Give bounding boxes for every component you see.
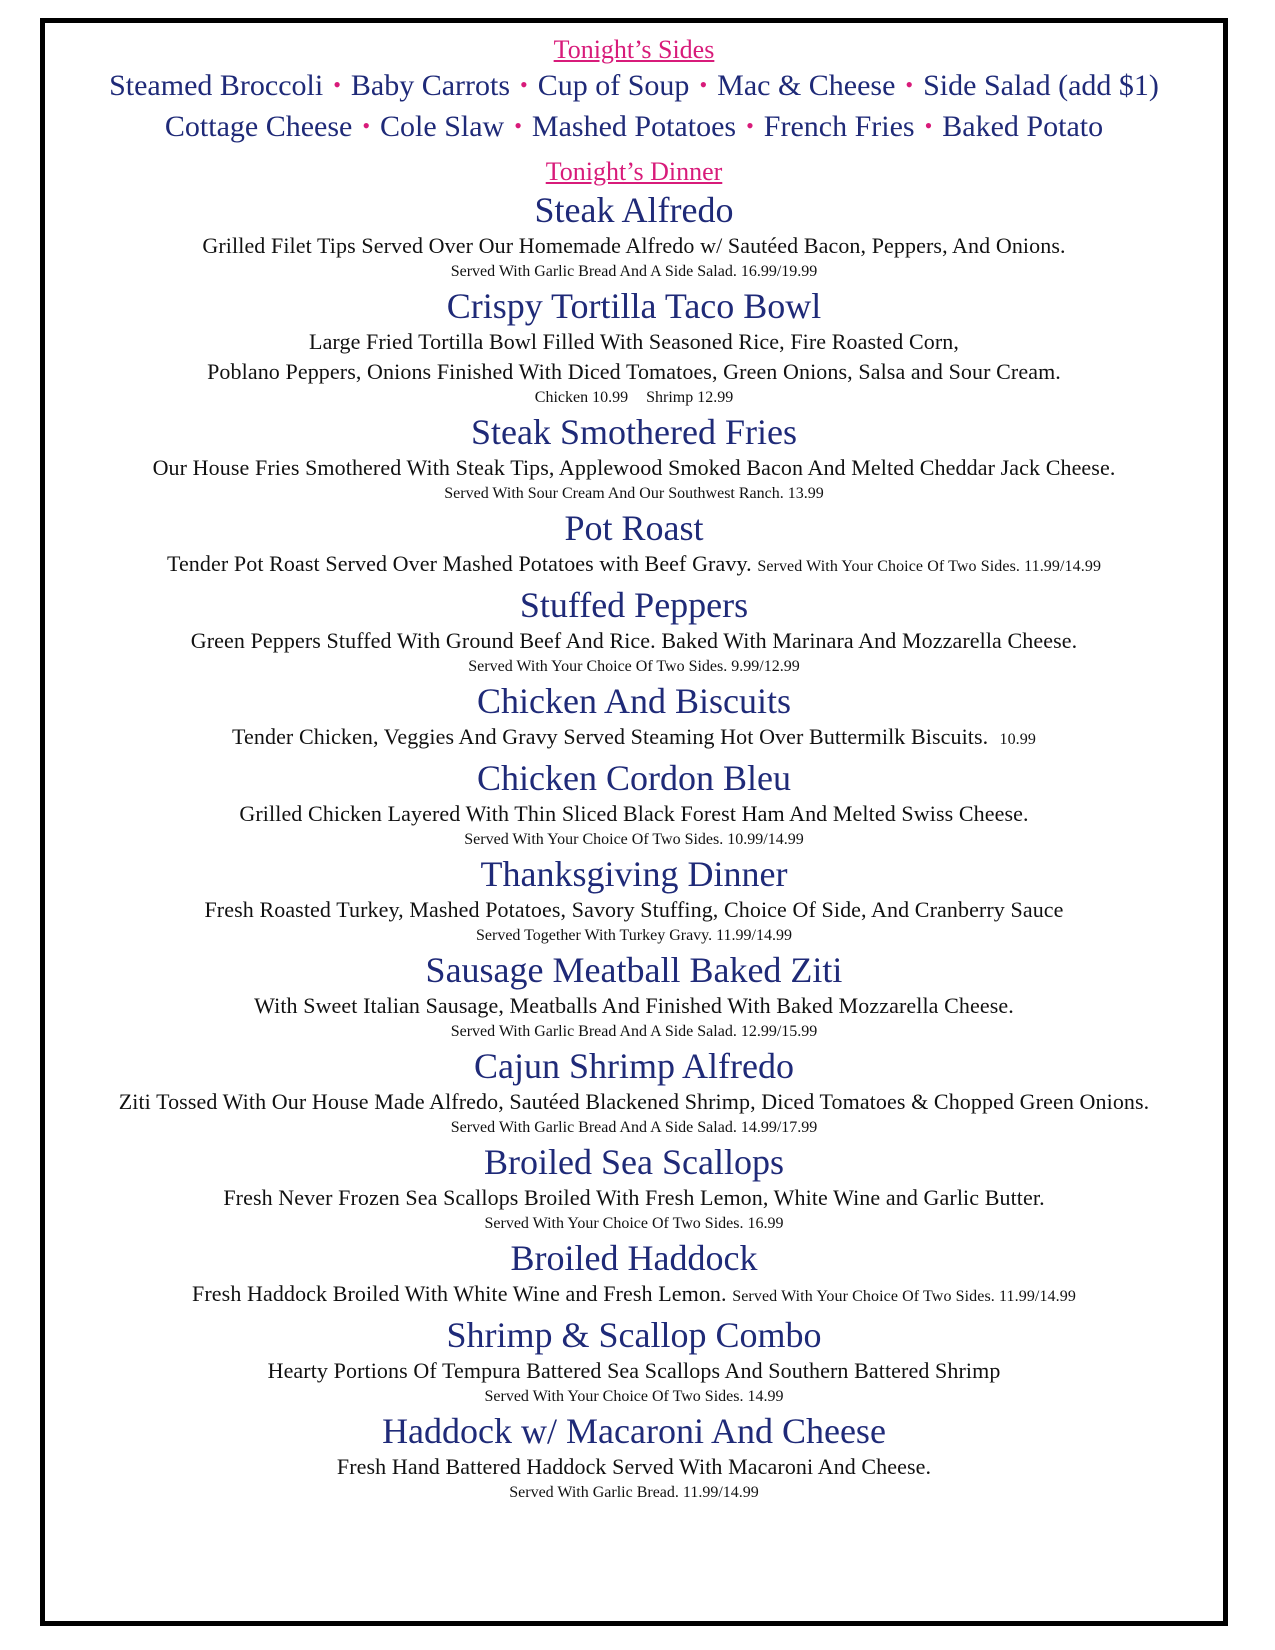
item-name: Cajun Shrimp Alfredo bbox=[474, 1046, 794, 1086]
side-item: Cottage Cheese bbox=[164, 110, 353, 143]
menu-item bbox=[45, 949, 1223, 1043]
menu-item bbox=[45, 1237, 1223, 1312]
item-description: Ziti Tossed With Our House Made Alfredo, Sautéed Blackened Shrimp, Diced Tomatoes & Chopped Green Onions. bbox=[118, 1089, 1150, 1114]
side-item: Mashed Potatoes bbox=[531, 110, 737, 143]
item-description: With Sweet Italian Sausage, Meatballs And Finished With Baked Mozzarella Cheese. bbox=[254, 993, 1014, 1018]
item-note: Served With Your Choice Of Two Sides. 11.99/14.99 bbox=[732, 1288, 1076, 1305]
item-note: Served With Garlic Bread And A Side Salad. 14.99/17.99 bbox=[450, 1119, 818, 1136]
separator-dot: • bbox=[746, 113, 754, 138]
separator-dot: • bbox=[333, 72, 341, 97]
item-note: Served With Your Choice Of Two Sides. 14.99 bbox=[484, 1388, 784, 1405]
side-item: Steamed Broccoli bbox=[109, 69, 324, 102]
menu-item bbox=[45, 853, 1223, 947]
menu-item bbox=[45, 1045, 1223, 1139]
item-description: Grilled Filet Tips Served Over Our Homemade Alfredo w/ Sautéed Bacon, Peppers, And Onions. bbox=[202, 233, 1066, 258]
sides-line-2 bbox=[45, 106, 1223, 147]
menu-item bbox=[45, 507, 1223, 582]
item-name: Stuffed Peppers bbox=[519, 585, 749, 625]
menu-item bbox=[45, 1314, 1223, 1408]
menu-item bbox=[45, 584, 1223, 678]
separator-dot: • bbox=[520, 72, 528, 97]
menu-item bbox=[45, 1141, 1223, 1235]
item-name: Chicken And Biscuits bbox=[477, 681, 791, 721]
item-description: Our House Fries Smothered With Steak Tips, Applewood Smoked Bacon And Melted Cheddar Jack Cheese. bbox=[152, 455, 1116, 480]
item-note bbox=[45, 387, 1223, 409]
item-name: Steak Alfredo bbox=[534, 190, 734, 230]
item-price: 10.99 bbox=[999, 731, 1036, 748]
item-description: Tender Chicken, Veggies And Gravy Served Steaming Hot Over Buttermilk Biscuits. bbox=[232, 724, 989, 749]
side-item: Cole Slaw bbox=[380, 110, 505, 143]
item-description-2: Poblano Peppers, Onions Finished With Diced Tomatoes, Green Onions, Salsa and Sour Cream. bbox=[207, 359, 1061, 384]
item-note: Served With Your Choice Of Two Sides. 16.99 bbox=[484, 1215, 784, 1232]
item-description: Green Peppers Stuffed With Ground Beef And Rice. Baked With Marinara And Mozzarella Cheese. bbox=[190, 628, 1078, 653]
item-name: Pot Roast bbox=[564, 508, 704, 548]
sides-line-1 bbox=[45, 65, 1223, 106]
item-description-line bbox=[45, 722, 1223, 755]
item-name: Shrimp & Scallop Combo bbox=[446, 1315, 822, 1355]
separator-dot: • bbox=[699, 72, 708, 97]
item-name: Haddock w/ Macaroni And Cheese bbox=[382, 1411, 886, 1451]
item-description-line bbox=[45, 549, 1223, 582]
item-description: Fresh Never Frozen Sea Scallops Broiled With Fresh Lemon, White Wine and Garlic Butter. bbox=[223, 1185, 1045, 1210]
separator-dot: • bbox=[514, 113, 522, 138]
item-note: Served With Garlic Bread And A Side Salad. 16.99/19.99 bbox=[450, 263, 818, 280]
item-description: Fresh Hand Battered Haddock Served With Macaroni And Cheese. bbox=[336, 1454, 932, 1479]
menu-frame bbox=[40, 18, 1228, 1626]
item-name: Broiled Haddock bbox=[510, 1238, 758, 1278]
dinner-title: Tonight’s Dinner bbox=[545, 157, 723, 186]
item-name: Chicken Cordon Bleu bbox=[477, 758, 791, 798]
item-description-line bbox=[45, 1279, 1223, 1312]
side-item: Cup of Soup bbox=[537, 69, 690, 102]
item-note: Served With Garlic Bread. 11.99/14.99 bbox=[509, 1484, 759, 1501]
menu-item bbox=[45, 189, 1223, 283]
item-description: Large Fried Tortilla Bowl Filled With Seasoned Rice, Fire Roasted Corn, bbox=[309, 329, 959, 354]
price-shrimp: Shrimp 12.99 bbox=[646, 389, 734, 406]
menu-item bbox=[45, 411, 1223, 505]
item-description: Fresh Roasted Turkey, Mashed Potatoes, Savory Stuffing, Choice Of Side, And Cranberry Sauce bbox=[204, 897, 1064, 922]
item-note: Served With Your Choice Of Two Sides. 10.99/14.99 bbox=[464, 831, 804, 848]
menu-content bbox=[45, 35, 1223, 1504]
menu-item bbox=[45, 1410, 1223, 1504]
item-description: Fresh Haddock Broiled With White Wine and Fresh Lemon. bbox=[192, 1281, 727, 1306]
side-item: Mac & Cheese bbox=[717, 69, 896, 102]
item-description: Hearty Portions Of Tempura Battered Sea Scallops And Southern Battered Shrimp bbox=[267, 1358, 1001, 1383]
item-note: Served With Sour Cream And Our Southwest Ranch. 13.99 bbox=[444, 485, 824, 502]
menu-item bbox=[45, 680, 1223, 755]
item-description: Tender Pot Roast Served Over Mashed Potatoes with Beef Gravy. bbox=[166, 551, 752, 576]
side-item: French Fries bbox=[763, 110, 915, 143]
item-name: Crispy Tortilla Taco Bowl bbox=[446, 286, 822, 326]
side-item: Side Salad (add $1) bbox=[923, 69, 1159, 102]
price-chicken: Chicken 10.99 bbox=[534, 389, 629, 406]
item-note: Served With Your Choice Of Two Sides. 11.99/14.99 bbox=[757, 558, 1102, 575]
separator-dot: • bbox=[362, 113, 371, 138]
side-item: Baby Carrots bbox=[350, 69, 511, 102]
item-name: Steak Smothered Fries bbox=[471, 412, 797, 452]
item-note: Served With Your Choice Of Two Sides. 9.99/12.99 bbox=[468, 658, 800, 675]
item-name: Broiled Sea Scallops bbox=[484, 1142, 784, 1182]
separator-dot: • bbox=[924, 113, 933, 138]
menu-item bbox=[45, 757, 1223, 851]
item-note: Served Together With Turkey Gravy. 11.99/14.99 bbox=[476, 927, 792, 944]
item-note: Served With Garlic Bread And A Side Salad. 12.99/15.99 bbox=[450, 1023, 818, 1040]
side-item: Baked Potato bbox=[942, 110, 1104, 143]
menu-item bbox=[45, 285, 1223, 409]
item-name: Thanksgiving Dinner bbox=[480, 854, 788, 894]
sides-title: Tonight’s Sides bbox=[553, 35, 715, 64]
item-description: Grilled Chicken Layered With Thin Sliced Black Forest Ham And Melted Swiss Cheese. bbox=[239, 801, 1029, 826]
separator-dot: • bbox=[905, 72, 914, 97]
item-name: Sausage Meatball Baked Ziti bbox=[425, 950, 843, 990]
